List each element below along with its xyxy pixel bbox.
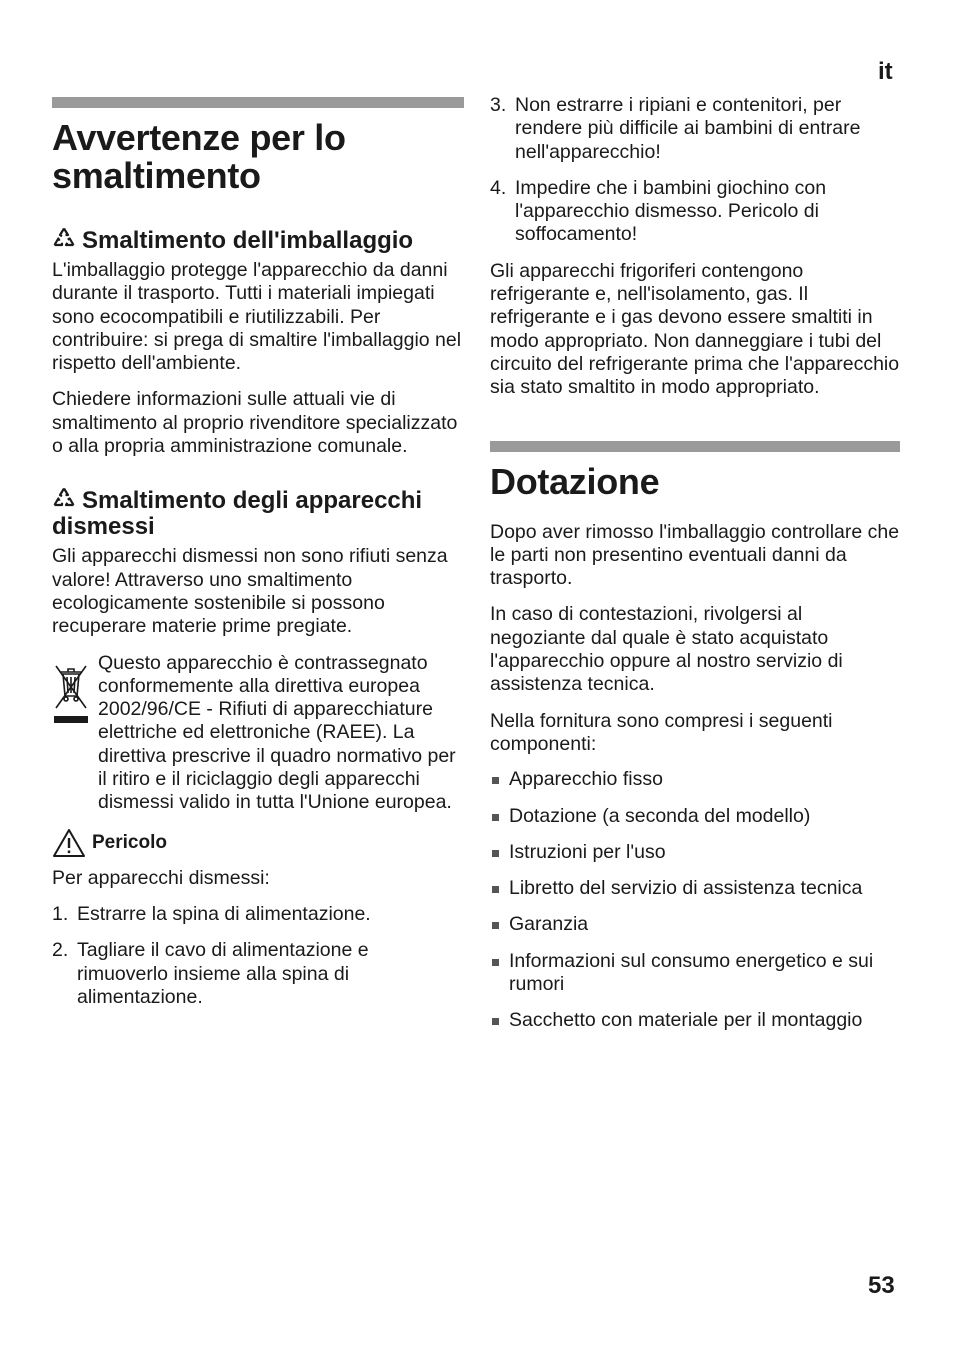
packaging-paragraph-1: L'imballaggio protegge l'apparecchio da danni durante il trasporto. Tutti i materiali impiegati sono ecocompatibili e riutilizzabili. Per contribuire: si prega di smaltire l'imballaggio nel rispetto dell'ambiente. xyxy=(52,259,462,375)
step-text: Impedire che i bambini giochino con l'apparecchio dismesso. Pericolo di soffocamento! xyxy=(515,176,827,246)
list-item-text: Informazioni sul consumo energetico e sui rumori xyxy=(509,949,874,996)
section-title-packaging: Smaltimento dell'imballaggio xyxy=(82,227,414,254)
dotazione-paragraph-3: Nella fornitura sono compresi i seguenti componenti: xyxy=(490,709,833,755)
page-number: 53 xyxy=(868,1272,895,1299)
bullet xyxy=(492,922,499,929)
section-heading-disposal xyxy=(52,486,464,540)
disposal-steps xyxy=(52,903,464,1009)
list-item xyxy=(490,877,900,900)
list-item-text: Libretto del servizio di assistenza tecnica xyxy=(509,877,863,900)
warning-heading xyxy=(52,828,464,858)
bullet xyxy=(492,959,499,966)
list-item xyxy=(490,1009,900,1032)
step-text: Tagliare il cavo di alimentazione e rimuoverlo insieme alla spina di alimentazione. xyxy=(77,939,369,1008)
right-column xyxy=(490,94,900,1033)
list-item-text: Garanzia xyxy=(509,913,589,936)
step-text: Estrarre la spina di alimentazione. xyxy=(77,902,371,925)
page-title: Avvertenze per lo smaltimento xyxy=(52,117,346,196)
bullet xyxy=(492,850,499,857)
bullet xyxy=(492,814,499,821)
list-item xyxy=(490,805,900,828)
list-item xyxy=(490,94,900,164)
bullet xyxy=(492,777,499,784)
section-rule xyxy=(52,97,464,108)
weee-text: Questo apparecchio è contrassegnato conformemente alla direttiva europea 2002/96/CE - Rifiuti di apparecchiature elettriche ed elettroniche (RAEE). La direttiva prescrive il quadro normativo per il ritiro e il riciclaggio degli apparecchi dismessi valido in tutta l'Unione europea. xyxy=(98,651,456,814)
step-text: Non estrarre i ripiani e contenitori, per rendere più difficile ai bambini di entrare nell'apparecchio! xyxy=(515,94,861,163)
weee-notice xyxy=(52,652,464,815)
warning-intro: Per apparecchi dismessi: xyxy=(52,866,270,889)
recycle-icon xyxy=(52,486,76,510)
list-item xyxy=(490,841,900,864)
bullet xyxy=(492,886,499,893)
language-label: it xyxy=(878,58,893,85)
refrigerant-paragraph: Gli apparecchi frigoriferi contengono refrigerante e, nell'isolamento, gas. Il refrigerante e i gas devono essere smaltiti in modo appropriato. Non danneggiare i tubi del circuito del refrigerante prima che l'apparecchio sia stato smaltito in modo appropriato. xyxy=(490,259,900,399)
packaging-paragraph-2: Chiedere informazioni sulle attuali vie di smaltimento al proprio rivenditore specializzato o alla propria amministrazione comunale. xyxy=(52,388,458,458)
list-item xyxy=(490,177,900,247)
dotazione-paragraph-1: Dopo aver rimosso l'imballaggio controllare che le parti non presentino eventuali danni da trasporto. xyxy=(490,520,900,590)
warning-triangle-icon xyxy=(52,828,86,858)
list-item xyxy=(490,768,900,791)
recycle-icon xyxy=(52,226,76,250)
list-item xyxy=(52,939,464,1009)
list-item-text: Dotazione (a seconda del modello) xyxy=(509,804,811,827)
section-title-disposal: Smaltimento degli apparecchi dismessi xyxy=(52,487,423,541)
section-heading-packaging xyxy=(52,226,464,254)
list-item xyxy=(490,950,900,997)
bullet xyxy=(492,1018,499,1025)
step-number: 4. xyxy=(490,176,507,199)
section-rule xyxy=(490,441,900,452)
list-item-text: Istruzioni per l'uso xyxy=(509,840,666,863)
section-title-dotazione: Dotazione xyxy=(490,460,660,502)
dotazione-paragraph-2: In caso di contestazioni, rivolgersi al negoziante dal quale è stato acquistato l'apparecchio oppure al nostro servizio di assistenza tecnica. xyxy=(490,603,843,696)
left-column xyxy=(52,97,464,1009)
list-item-text: Apparecchio fisso xyxy=(509,768,663,791)
step-number: 1. xyxy=(52,902,69,925)
disposal-paragraph: Gli apparecchi dismessi non sono rifiuti senza valore! Attraverso uno smaltimento ecologicamente sostenibile si possono recuperare materie prime pregiate. xyxy=(52,545,448,638)
step-number: 2. xyxy=(52,939,69,962)
list-item xyxy=(490,913,900,936)
list-item-text: Sacchetto con materiale per il montaggio xyxy=(509,1009,863,1032)
list-item xyxy=(52,903,464,926)
crossed-bin-icon xyxy=(52,656,90,726)
components-list xyxy=(490,768,900,1032)
disposal-steps-continued xyxy=(490,94,900,247)
step-number: 3. xyxy=(490,94,507,116)
warning-title: Pericolo xyxy=(92,831,167,853)
